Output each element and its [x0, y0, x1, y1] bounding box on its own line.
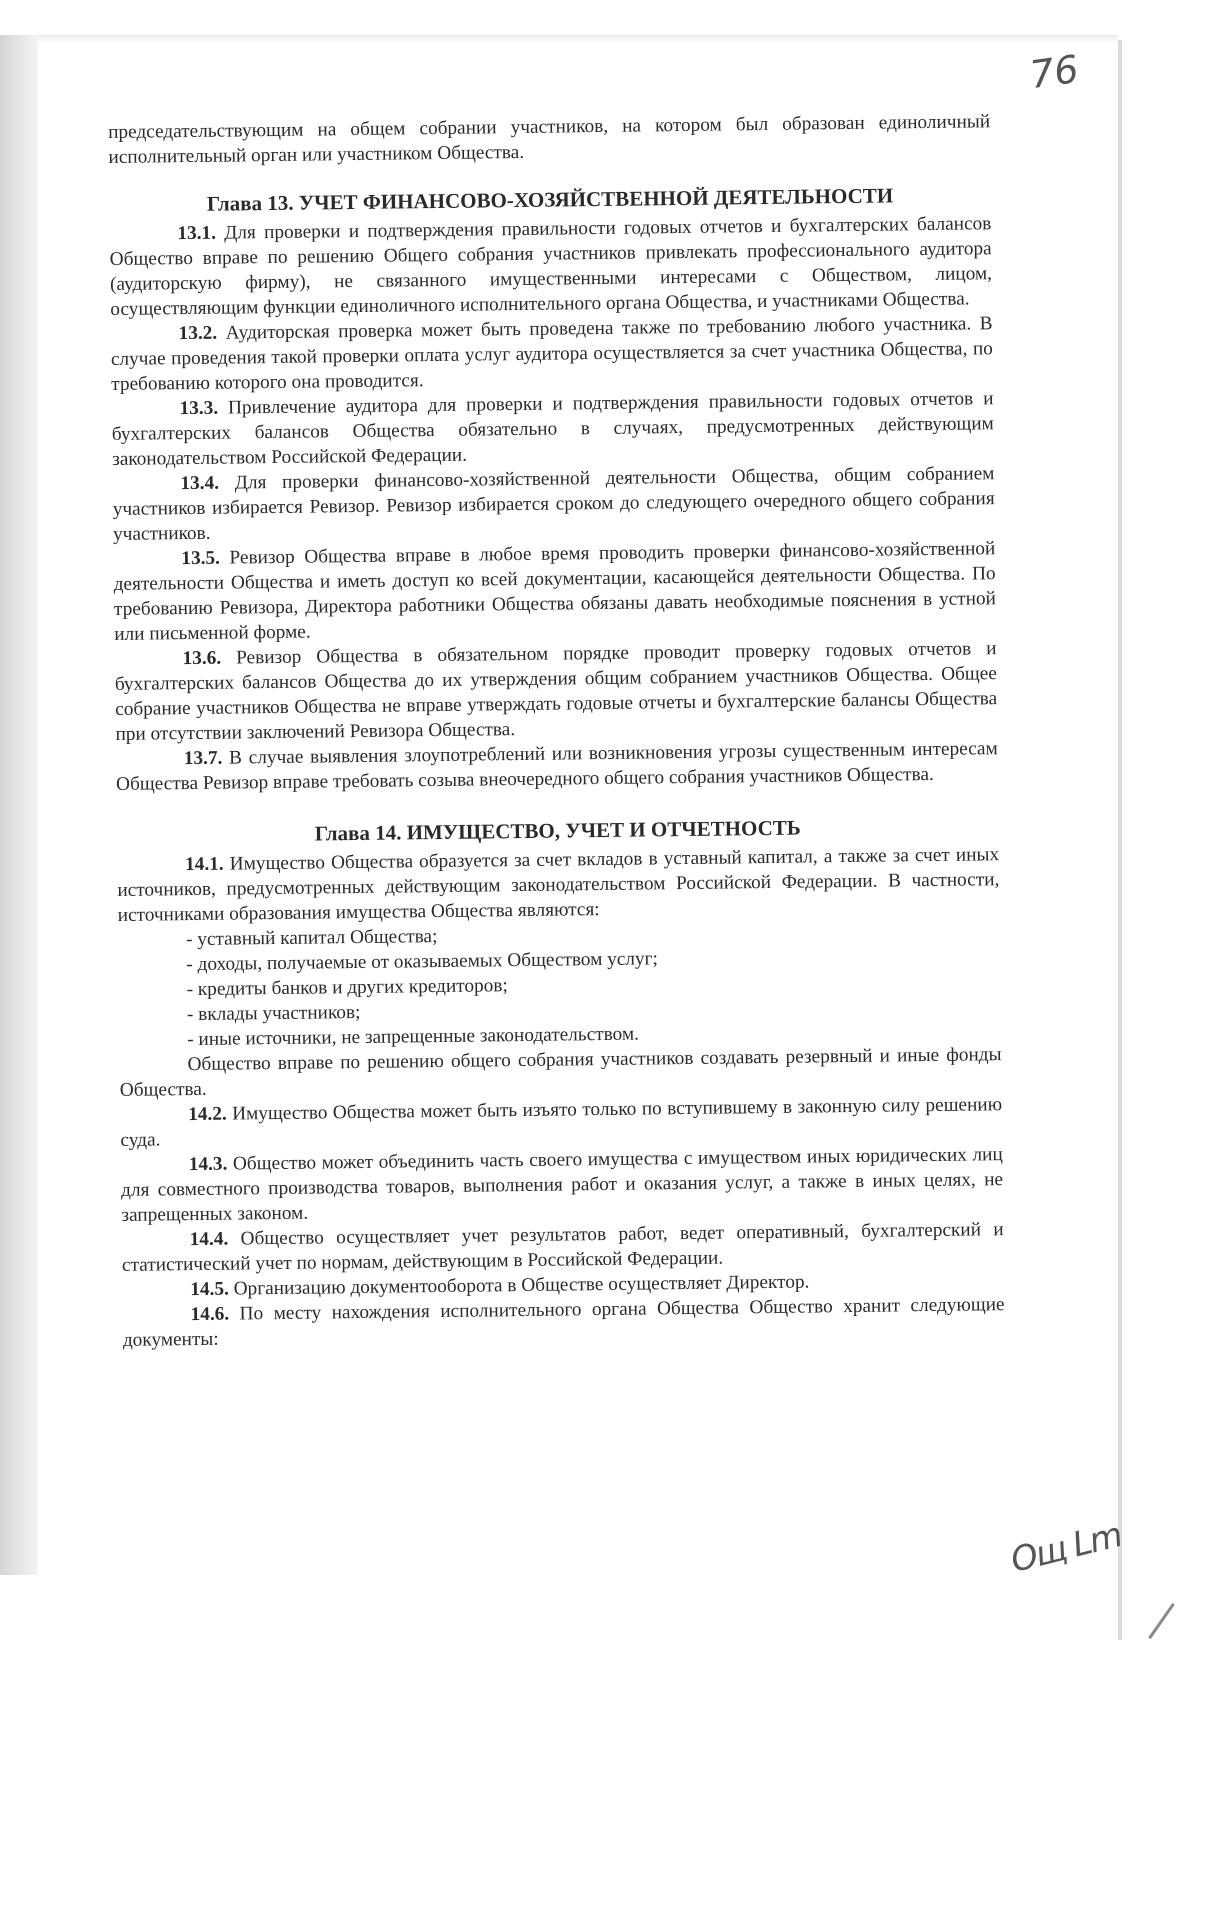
clause-13-2 — [110, 311, 993, 397]
clause-13-6 — [114, 636, 997, 747]
source-item: - вклады участников; — [186, 1001, 361, 1026]
clause-number: 13.6. — [182, 647, 222, 670]
funds-paragraph: Общество вправе по решению общего собрания участников создавать резервный и иные фонды Общества. — [119, 1044, 1002, 1101]
clause-number: 14.3. — [188, 1153, 228, 1176]
pen-mark — [1148, 1603, 1175, 1639]
clause-text: Для проверки финансово-хозяйственной деятельности Общества, общим собранием участников избирается Ревизор. Ревизор избирается сроком до следующего очередного общего собрания участников. — [112, 463, 995, 545]
clause-text: Имущество Общества образуется за счет вкладов в уставный капитал, а также за счет иных источников, предусмотренных действующим законодательством Российской Федерации. В частности, источниками образования имущества Общества являются: — [117, 844, 1000, 926]
scan-edge-right — [1118, 40, 1122, 1640]
clause-13-5 — [113, 536, 996, 647]
clause-number: 14.2. — [188, 1103, 227, 1126]
clause-14-6 — [122, 1292, 1005, 1353]
clause-text: Аудиторская проверка может быть проведена также по требованию любого участника. В случае проведения такой проверки оплата услуг аудитора осуществляется за счет участника Общества, по требованию которого она проводится. — [110, 313, 993, 395]
clause-text: В случае выявления злоупотреблений или возникновения угрозы существенным интересам Общества Ревизор вправе требовать созыва внеочередного общего собрания участников Общества. — [115, 738, 998, 795]
clause-text: Для проверки и подтверждения правильности годовых отчетов и бухгалтерских балансов Общество вправе по решению Общего собрания участников привлекать профессионального аудитора (аудиторскую фирму), не связанного имущественными интересами с Обществом, лицом, осуществляющим функции единоличного исполнительного органа Общества, и участниками Общества. — [109, 213, 993, 320]
clause-number: 13.4. — [180, 472, 220, 495]
clause-text: Ревизор Общества вправе в любое время проводить проверки финансово-хозяйственной деятельности Общества и иметь доступ ко всей документации, касающейся деятельности Общества. По требованию Ревизора, Директора работники Общества обязаны давать необходимые пояснения в устной или письменной форме. — [113, 538, 997, 645]
clause-number: 14.6. — [190, 1303, 230, 1326]
clause-13-1 — [109, 211, 992, 322]
clause-number: 14.1. — [184, 853, 224, 876]
clause-13-4 — [112, 461, 995, 547]
clause-number: 14.4. — [189, 1228, 229, 1251]
clause-text: Ревизор Общества в обязательном порядке проводит проверку годовых отчетов и бухгалтерских балансов Общества до их утверждения общим собранием участников Общества. Общее собрание участников Общества не вправе утверждать годовые отчеты и бухгалтерские балансы Общества при отсутствии заключений Ревизора Общества. — [114, 638, 998, 745]
source-item: - кредиты банков и других кредиторов; — [186, 975, 508, 1001]
document-body — [108, 109, 1005, 1353]
chapter-14-title: Глава 14. ИМУЩЕСТВО, УЧЕТ И ОТЧЕТНОСТЬ — [314, 815, 801, 846]
clause-text: Общество осуществляет учет результатов работ, ведет оперативный, бухгалтерский и статистический учет по нормам, действующим в Российской Федерации. — [121, 1219, 1004, 1276]
source-item: - доходы, получаемые от оказываемых Обществом услуг; — [186, 948, 659, 976]
clause-number: 13.1. — [177, 222, 217, 245]
clause-14-3 — [121, 1142, 1004, 1228]
clause-number: 14.5. — [190, 1278, 229, 1301]
scan-edge-top — [38, 35, 1118, 43]
handwritten-signature: Ощ Lm — [1006, 1515, 1125, 1581]
clause-number: 13.2. — [178, 322, 218, 345]
clause-text: Общество может объединить часть своего имущества с имуществом иных юридических лиц для совместного производства товаров, выполнения работ и оказания услуг, а также в иных целях, не запрещенных законом. — [120, 1144, 1004, 1226]
chapter-13-title: Глава 13. УЧЕТ ФИНАНСОВО-ХОЗЯЙСТВЕННОЙ ДЕЯТЕЛЬНОСТИ — [206, 183, 894, 216]
clause-number: 13.7. — [183, 747, 223, 770]
handwritten-page-number: 76 — [1027, 46, 1082, 98]
source-item: - иные источники, не запрещенные законодательством. — [187, 1023, 640, 1051]
clause-text: Имущество Общества может быть изъято только по вступившему в законную силу решению суда. — [120, 1094, 1003, 1151]
clause-14-1 — [117, 842, 1000, 928]
scan-edge-left — [0, 35, 38, 1575]
clause-text: Организацию документооборота в Обществе осуществляет Директор. — [233, 1271, 810, 1300]
clause-13-3 — [111, 386, 994, 472]
clause-13-7 — [116, 736, 999, 797]
clause-number: 13.5. — [181, 547, 221, 570]
clause-text: По месту нахождения исполнительного органа Общества Общество хранит следующие документы: — [122, 1294, 1005, 1351]
intro-paragraph: председательствующим на общем собрании участников, на котором был образован единоличный исполнительный орган или участником Общества. — [108, 111, 991, 168]
source-item: - уставный капитал Общества; — [185, 926, 438, 951]
clause-number: 13.3. — [179, 397, 219, 420]
clause-text: Привлечение аудитора для проверки и подтверждения правильности годовых отчетов и бухгалтерских балансов Общества обязательно в случаях, предусмотренных действующим законодательством Российской Федерации. — [111, 388, 994, 470]
